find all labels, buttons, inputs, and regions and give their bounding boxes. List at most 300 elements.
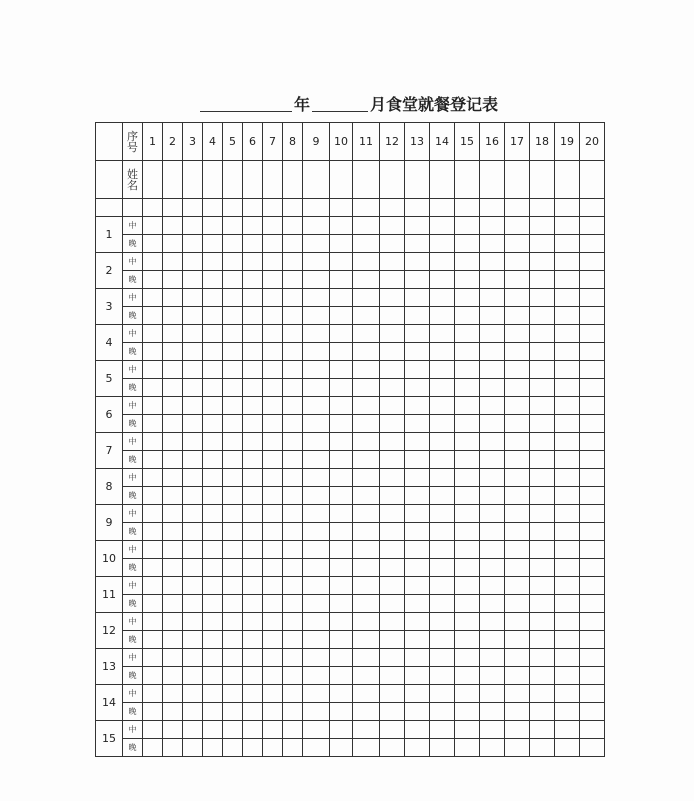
meal-check-cell[interactable] <box>430 667 455 685</box>
meal-check-cell[interactable] <box>303 415 330 433</box>
name-cell[interactable] <box>330 161 353 199</box>
meal-check-cell[interactable] <box>243 235 263 253</box>
meal-check-cell[interactable] <box>163 505 183 523</box>
meal-check-cell[interactable] <box>223 379 243 397</box>
meal-check-cell[interactable] <box>203 217 223 235</box>
meal-check-cell[interactable] <box>183 307 203 325</box>
meal-check-cell[interactable] <box>430 397 455 415</box>
meal-check-cell[interactable] <box>530 505 555 523</box>
meal-check-cell[interactable] <box>243 325 263 343</box>
meal-check-cell[interactable] <box>580 397 605 415</box>
meal-check-cell[interactable] <box>143 217 163 235</box>
meal-check-cell[interactable] <box>330 343 353 361</box>
meal-check-cell[interactable] <box>183 667 203 685</box>
meal-check-cell[interactable] <box>303 379 330 397</box>
meal-check-cell[interactable] <box>163 433 183 451</box>
meal-check-cell[interactable] <box>480 595 505 613</box>
meal-check-cell[interactable] <box>530 433 555 451</box>
meal-check-cell[interactable] <box>480 343 505 361</box>
meal-check-cell[interactable] <box>405 217 430 235</box>
meal-check-cell[interactable] <box>283 361 303 379</box>
meal-check-cell[interactable] <box>405 415 430 433</box>
meal-check-cell[interactable] <box>405 271 430 289</box>
meal-check-cell[interactable] <box>353 613 380 631</box>
meal-check-cell[interactable] <box>380 451 405 469</box>
meal-check-cell[interactable] <box>530 271 555 289</box>
meal-check-cell[interactable] <box>263 523 283 541</box>
meal-check-cell[interactable] <box>380 631 405 649</box>
meal-check-cell[interactable] <box>143 523 163 541</box>
meal-check-cell[interactable] <box>203 343 223 361</box>
name-cell[interactable] <box>505 161 530 199</box>
meal-check-cell[interactable] <box>223 415 243 433</box>
meal-check-cell[interactable] <box>223 451 243 469</box>
meal-check-cell[interactable] <box>480 433 505 451</box>
meal-check-cell[interactable] <box>223 433 243 451</box>
meal-check-cell[interactable] <box>353 703 380 721</box>
meal-check-cell[interactable] <box>480 649 505 667</box>
meal-check-cell[interactable] <box>283 613 303 631</box>
meal-check-cell[interactable] <box>455 415 480 433</box>
meal-check-cell[interactable] <box>480 613 505 631</box>
meal-check-cell[interactable] <box>480 559 505 577</box>
meal-check-cell[interactable] <box>455 613 480 631</box>
meal-check-cell[interactable] <box>183 487 203 505</box>
meal-check-cell[interactable] <box>163 217 183 235</box>
meal-check-cell[interactable] <box>353 721 380 739</box>
meal-check-cell[interactable] <box>555 469 580 487</box>
meal-check-cell[interactable] <box>223 235 243 253</box>
meal-check-cell[interactable] <box>263 685 283 703</box>
meal-check-cell[interactable] <box>143 577 163 595</box>
meal-check-cell[interactable] <box>430 703 455 721</box>
meal-check-cell[interactable] <box>143 307 163 325</box>
meal-check-cell[interactable] <box>353 361 380 379</box>
meal-check-cell[interactable] <box>143 739 163 757</box>
meal-check-cell[interactable] <box>303 253 330 271</box>
meal-check-cell[interactable] <box>223 739 243 757</box>
meal-check-cell[interactable] <box>330 505 353 523</box>
meal-check-cell[interactable] <box>303 469 330 487</box>
meal-check-cell[interactable] <box>223 487 243 505</box>
meal-check-cell[interactable] <box>380 415 405 433</box>
meal-check-cell[interactable] <box>163 307 183 325</box>
meal-check-cell[interactable] <box>580 685 605 703</box>
meal-check-cell[interactable] <box>263 451 283 469</box>
meal-check-cell[interactable] <box>405 541 430 559</box>
meal-check-cell[interactable] <box>430 325 455 343</box>
meal-check-cell[interactable] <box>380 343 405 361</box>
meal-check-cell[interactable] <box>405 235 430 253</box>
meal-check-cell[interactable] <box>330 487 353 505</box>
meal-check-cell[interactable] <box>263 577 283 595</box>
meal-check-cell[interactable] <box>223 631 243 649</box>
meal-check-cell[interactable] <box>283 235 303 253</box>
meal-check-cell[interactable] <box>505 379 530 397</box>
meal-check-cell[interactable] <box>505 415 530 433</box>
meal-check-cell[interactable] <box>163 235 183 253</box>
meal-check-cell[interactable] <box>580 667 605 685</box>
meal-check-cell[interactable] <box>203 379 223 397</box>
meal-check-cell[interactable] <box>480 523 505 541</box>
meal-check-cell[interactable] <box>330 631 353 649</box>
meal-check-cell[interactable] <box>353 451 380 469</box>
meal-check-cell[interactable] <box>263 631 283 649</box>
meal-check-cell[interactable] <box>183 325 203 343</box>
meal-check-cell[interactable] <box>505 559 530 577</box>
meal-check-cell[interactable] <box>380 361 405 379</box>
meal-check-cell[interactable] <box>555 577 580 595</box>
meal-check-cell[interactable] <box>555 685 580 703</box>
meal-check-cell[interactable] <box>263 667 283 685</box>
meal-check-cell[interactable] <box>203 235 223 253</box>
meal-check-cell[interactable] <box>283 505 303 523</box>
meal-check-cell[interactable] <box>143 325 163 343</box>
meal-check-cell[interactable] <box>405 397 430 415</box>
meal-check-cell[interactable] <box>353 379 380 397</box>
meal-check-cell[interactable] <box>380 289 405 307</box>
meal-check-cell[interactable] <box>455 433 480 451</box>
meal-check-cell[interactable] <box>243 631 263 649</box>
meal-check-cell[interactable] <box>555 379 580 397</box>
meal-check-cell[interactable] <box>455 685 480 703</box>
meal-check-cell[interactable] <box>203 325 223 343</box>
meal-check-cell[interactable] <box>183 433 203 451</box>
meal-check-cell[interactable] <box>580 541 605 559</box>
meal-check-cell[interactable] <box>353 649 380 667</box>
meal-check-cell[interactable] <box>580 433 605 451</box>
meal-check-cell[interactable] <box>353 523 380 541</box>
meal-check-cell[interactable] <box>243 307 263 325</box>
meal-check-cell[interactable] <box>330 685 353 703</box>
meal-check-cell[interactable] <box>380 577 405 595</box>
meal-check-cell[interactable] <box>555 397 580 415</box>
meal-check-cell[interactable] <box>530 595 555 613</box>
meal-check-cell[interactable] <box>455 523 480 541</box>
meal-check-cell[interactable] <box>480 577 505 595</box>
meal-check-cell[interactable] <box>555 667 580 685</box>
meal-check-cell[interactable] <box>380 649 405 667</box>
meal-check-cell[interactable] <box>580 253 605 271</box>
meal-check-cell[interactable] <box>243 685 263 703</box>
meal-check-cell[interactable] <box>455 217 480 235</box>
meal-check-cell[interactable] <box>183 289 203 307</box>
meal-check-cell[interactable] <box>530 307 555 325</box>
meal-check-cell[interactable] <box>380 307 405 325</box>
meal-check-cell[interactable] <box>223 721 243 739</box>
meal-check-cell[interactable] <box>163 397 183 415</box>
meal-check-cell[interactable] <box>203 685 223 703</box>
meal-check-cell[interactable] <box>143 667 163 685</box>
meal-check-cell[interactable] <box>555 703 580 721</box>
meal-check-cell[interactable] <box>223 361 243 379</box>
meal-check-cell[interactable] <box>353 739 380 757</box>
meal-check-cell[interactable] <box>405 289 430 307</box>
meal-check-cell[interactable] <box>380 703 405 721</box>
meal-check-cell[interactable] <box>480 487 505 505</box>
meal-check-cell[interactable] <box>530 253 555 271</box>
meal-check-cell[interactable] <box>303 667 330 685</box>
meal-check-cell[interactable] <box>555 361 580 379</box>
meal-check-cell[interactable] <box>283 487 303 505</box>
meal-check-cell[interactable] <box>223 307 243 325</box>
meal-check-cell[interactable] <box>580 487 605 505</box>
meal-check-cell[interactable] <box>243 361 263 379</box>
meal-check-cell[interactable] <box>303 397 330 415</box>
meal-check-cell[interactable] <box>505 361 530 379</box>
meal-check-cell[interactable] <box>203 613 223 631</box>
name-cell[interactable] <box>283 161 303 199</box>
meal-check-cell[interactable] <box>330 325 353 343</box>
meal-check-cell[interactable] <box>263 487 283 505</box>
meal-check-cell[interactable] <box>430 739 455 757</box>
meal-check-cell[interactable] <box>303 721 330 739</box>
meal-check-cell[interactable] <box>480 397 505 415</box>
meal-check-cell[interactable] <box>580 307 605 325</box>
meal-check-cell[interactable] <box>243 541 263 559</box>
meal-check-cell[interactable] <box>203 739 223 757</box>
meal-check-cell[interactable] <box>143 703 163 721</box>
meal-check-cell[interactable] <box>530 649 555 667</box>
meal-check-cell[interactable] <box>143 343 163 361</box>
meal-check-cell[interactable] <box>330 739 353 757</box>
meal-check-cell[interactable] <box>580 343 605 361</box>
meal-check-cell[interactable] <box>580 451 605 469</box>
meal-check-cell[interactable] <box>380 685 405 703</box>
meal-check-cell[interactable] <box>163 649 183 667</box>
meal-check-cell[interactable] <box>330 235 353 253</box>
meal-check-cell[interactable] <box>330 217 353 235</box>
meal-check-cell[interactable] <box>380 595 405 613</box>
meal-check-cell[interactable] <box>580 595 605 613</box>
meal-check-cell[interactable] <box>505 217 530 235</box>
name-cell[interactable] <box>303 161 330 199</box>
meal-check-cell[interactable] <box>430 541 455 559</box>
meal-check-cell[interactable] <box>163 379 183 397</box>
meal-check-cell[interactable] <box>430 253 455 271</box>
meal-check-cell[interactable] <box>243 289 263 307</box>
meal-check-cell[interactable] <box>505 433 530 451</box>
meal-check-cell[interactable] <box>530 235 555 253</box>
meal-check-cell[interactable] <box>580 289 605 307</box>
meal-check-cell[interactable] <box>530 541 555 559</box>
meal-check-cell[interactable] <box>143 649 163 667</box>
meal-check-cell[interactable] <box>405 703 430 721</box>
meal-check-cell[interactable] <box>183 523 203 541</box>
meal-check-cell[interactable] <box>163 289 183 307</box>
name-cell[interactable] <box>203 161 223 199</box>
meal-check-cell[interactable] <box>555 487 580 505</box>
meal-check-cell[interactable] <box>380 397 405 415</box>
meal-check-cell[interactable] <box>580 271 605 289</box>
meal-check-cell[interactable] <box>455 703 480 721</box>
meal-check-cell[interactable] <box>405 469 430 487</box>
meal-check-cell[interactable] <box>555 739 580 757</box>
meal-check-cell[interactable] <box>455 397 480 415</box>
name-cell[interactable] <box>143 161 163 199</box>
meal-check-cell[interactable] <box>380 667 405 685</box>
meal-check-cell[interactable] <box>243 739 263 757</box>
meal-check-cell[interactable] <box>330 667 353 685</box>
meal-check-cell[interactable] <box>353 235 380 253</box>
meal-check-cell[interactable] <box>505 325 530 343</box>
meal-check-cell[interactable] <box>505 631 530 649</box>
name-cell[interactable] <box>430 161 455 199</box>
meal-check-cell[interactable] <box>283 307 303 325</box>
meal-check-cell[interactable] <box>330 595 353 613</box>
meal-check-cell[interactable] <box>455 577 480 595</box>
meal-check-cell[interactable] <box>183 397 203 415</box>
meal-check-cell[interactable] <box>163 739 183 757</box>
meal-check-cell[interactable] <box>163 451 183 469</box>
meal-check-cell[interactable] <box>530 379 555 397</box>
meal-check-cell[interactable] <box>555 613 580 631</box>
meal-check-cell[interactable] <box>505 307 530 325</box>
name-cell[interactable] <box>353 161 380 199</box>
meal-check-cell[interactable] <box>283 415 303 433</box>
meal-check-cell[interactable] <box>303 685 330 703</box>
meal-check-cell[interactable] <box>283 685 303 703</box>
meal-check-cell[interactable] <box>430 451 455 469</box>
meal-check-cell[interactable] <box>143 253 163 271</box>
meal-check-cell[interactable] <box>530 217 555 235</box>
meal-check-cell[interactable] <box>580 469 605 487</box>
meal-check-cell[interactable] <box>380 613 405 631</box>
meal-check-cell[interactable] <box>283 397 303 415</box>
meal-check-cell[interactable] <box>430 505 455 523</box>
meal-check-cell[interactable] <box>203 361 223 379</box>
meal-check-cell[interactable] <box>405 433 430 451</box>
meal-check-cell[interactable] <box>455 451 480 469</box>
meal-check-cell[interactable] <box>263 253 283 271</box>
meal-check-cell[interactable] <box>580 649 605 667</box>
meal-check-cell[interactable] <box>263 289 283 307</box>
meal-check-cell[interactable] <box>580 577 605 595</box>
meal-check-cell[interactable] <box>353 505 380 523</box>
meal-check-cell[interactable] <box>405 721 430 739</box>
meal-check-cell[interactable] <box>330 451 353 469</box>
meal-check-cell[interactable] <box>580 235 605 253</box>
meal-check-cell[interactable] <box>555 505 580 523</box>
meal-check-cell[interactable] <box>243 559 263 577</box>
meal-check-cell[interactable] <box>143 451 163 469</box>
meal-check-cell[interactable] <box>353 469 380 487</box>
meal-check-cell[interactable] <box>505 685 530 703</box>
meal-check-cell[interactable] <box>263 361 283 379</box>
meal-check-cell[interactable] <box>380 505 405 523</box>
meal-check-cell[interactable] <box>330 379 353 397</box>
meal-check-cell[interactable] <box>505 451 530 469</box>
meal-check-cell[interactable] <box>505 469 530 487</box>
meal-check-cell[interactable] <box>455 469 480 487</box>
meal-check-cell[interactable] <box>480 505 505 523</box>
meal-check-cell[interactable] <box>555 415 580 433</box>
meal-check-cell[interactable] <box>223 703 243 721</box>
meal-check-cell[interactable] <box>183 451 203 469</box>
meal-check-cell[interactable] <box>405 253 430 271</box>
meal-check-cell[interactable] <box>555 217 580 235</box>
meal-check-cell[interactable] <box>455 253 480 271</box>
meal-check-cell[interactable] <box>203 307 223 325</box>
meal-check-cell[interactable] <box>353 667 380 685</box>
meal-check-cell[interactable] <box>223 253 243 271</box>
meal-check-cell[interactable] <box>263 739 283 757</box>
meal-check-cell[interactable] <box>455 631 480 649</box>
meal-check-cell[interactable] <box>183 541 203 559</box>
meal-check-cell[interactable] <box>283 667 303 685</box>
meal-check-cell[interactable] <box>303 217 330 235</box>
meal-check-cell[interactable] <box>455 235 480 253</box>
meal-check-cell[interactable] <box>430 523 455 541</box>
meal-check-cell[interactable] <box>580 721 605 739</box>
meal-check-cell[interactable] <box>530 487 555 505</box>
meal-check-cell[interactable] <box>330 433 353 451</box>
meal-check-cell[interactable] <box>480 451 505 469</box>
meal-check-cell[interactable] <box>143 685 163 703</box>
meal-check-cell[interactable] <box>303 577 330 595</box>
meal-check-cell[interactable] <box>505 523 530 541</box>
meal-check-cell[interactable] <box>303 361 330 379</box>
meal-check-cell[interactable] <box>143 433 163 451</box>
meal-check-cell[interactable] <box>530 739 555 757</box>
meal-check-cell[interactable] <box>353 415 380 433</box>
meal-check-cell[interactable] <box>330 523 353 541</box>
meal-check-cell[interactable] <box>183 703 203 721</box>
meal-check-cell[interactable] <box>505 595 530 613</box>
name-cell[interactable] <box>580 161 605 199</box>
meal-check-cell[interactable] <box>505 271 530 289</box>
meal-check-cell[interactable] <box>263 595 283 613</box>
meal-check-cell[interactable] <box>380 469 405 487</box>
meal-check-cell[interactable] <box>283 541 303 559</box>
meal-check-cell[interactable] <box>480 469 505 487</box>
meal-check-cell[interactable] <box>430 307 455 325</box>
meal-check-cell[interactable] <box>480 703 505 721</box>
meal-check-cell[interactable] <box>505 577 530 595</box>
meal-check-cell[interactable] <box>303 631 330 649</box>
meal-check-cell[interactable] <box>353 595 380 613</box>
meal-check-cell[interactable] <box>143 487 163 505</box>
meal-check-cell[interactable] <box>555 433 580 451</box>
meal-check-cell[interactable] <box>530 559 555 577</box>
meal-check-cell[interactable] <box>203 649 223 667</box>
meal-check-cell[interactable] <box>405 631 430 649</box>
meal-check-cell[interactable] <box>283 469 303 487</box>
meal-check-cell[interactable] <box>143 613 163 631</box>
meal-check-cell[interactable] <box>263 415 283 433</box>
meal-check-cell[interactable] <box>430 433 455 451</box>
meal-check-cell[interactable] <box>223 685 243 703</box>
meal-check-cell[interactable] <box>430 487 455 505</box>
meal-check-cell[interactable] <box>143 631 163 649</box>
meal-check-cell[interactable] <box>223 217 243 235</box>
meal-check-cell[interactable] <box>480 307 505 325</box>
meal-check-cell[interactable] <box>380 433 405 451</box>
meal-check-cell[interactable] <box>380 523 405 541</box>
meal-check-cell[interactable] <box>163 343 183 361</box>
meal-check-cell[interactable] <box>263 271 283 289</box>
meal-check-cell[interactable] <box>243 253 263 271</box>
meal-check-cell[interactable] <box>163 271 183 289</box>
meal-check-cell[interactable] <box>353 397 380 415</box>
meal-check-cell[interactable] <box>480 271 505 289</box>
meal-check-cell[interactable] <box>243 379 263 397</box>
meal-check-cell[interactable] <box>580 415 605 433</box>
meal-check-cell[interactable] <box>530 397 555 415</box>
meal-check-cell[interactable] <box>580 217 605 235</box>
meal-check-cell[interactable] <box>430 415 455 433</box>
meal-check-cell[interactable] <box>380 253 405 271</box>
